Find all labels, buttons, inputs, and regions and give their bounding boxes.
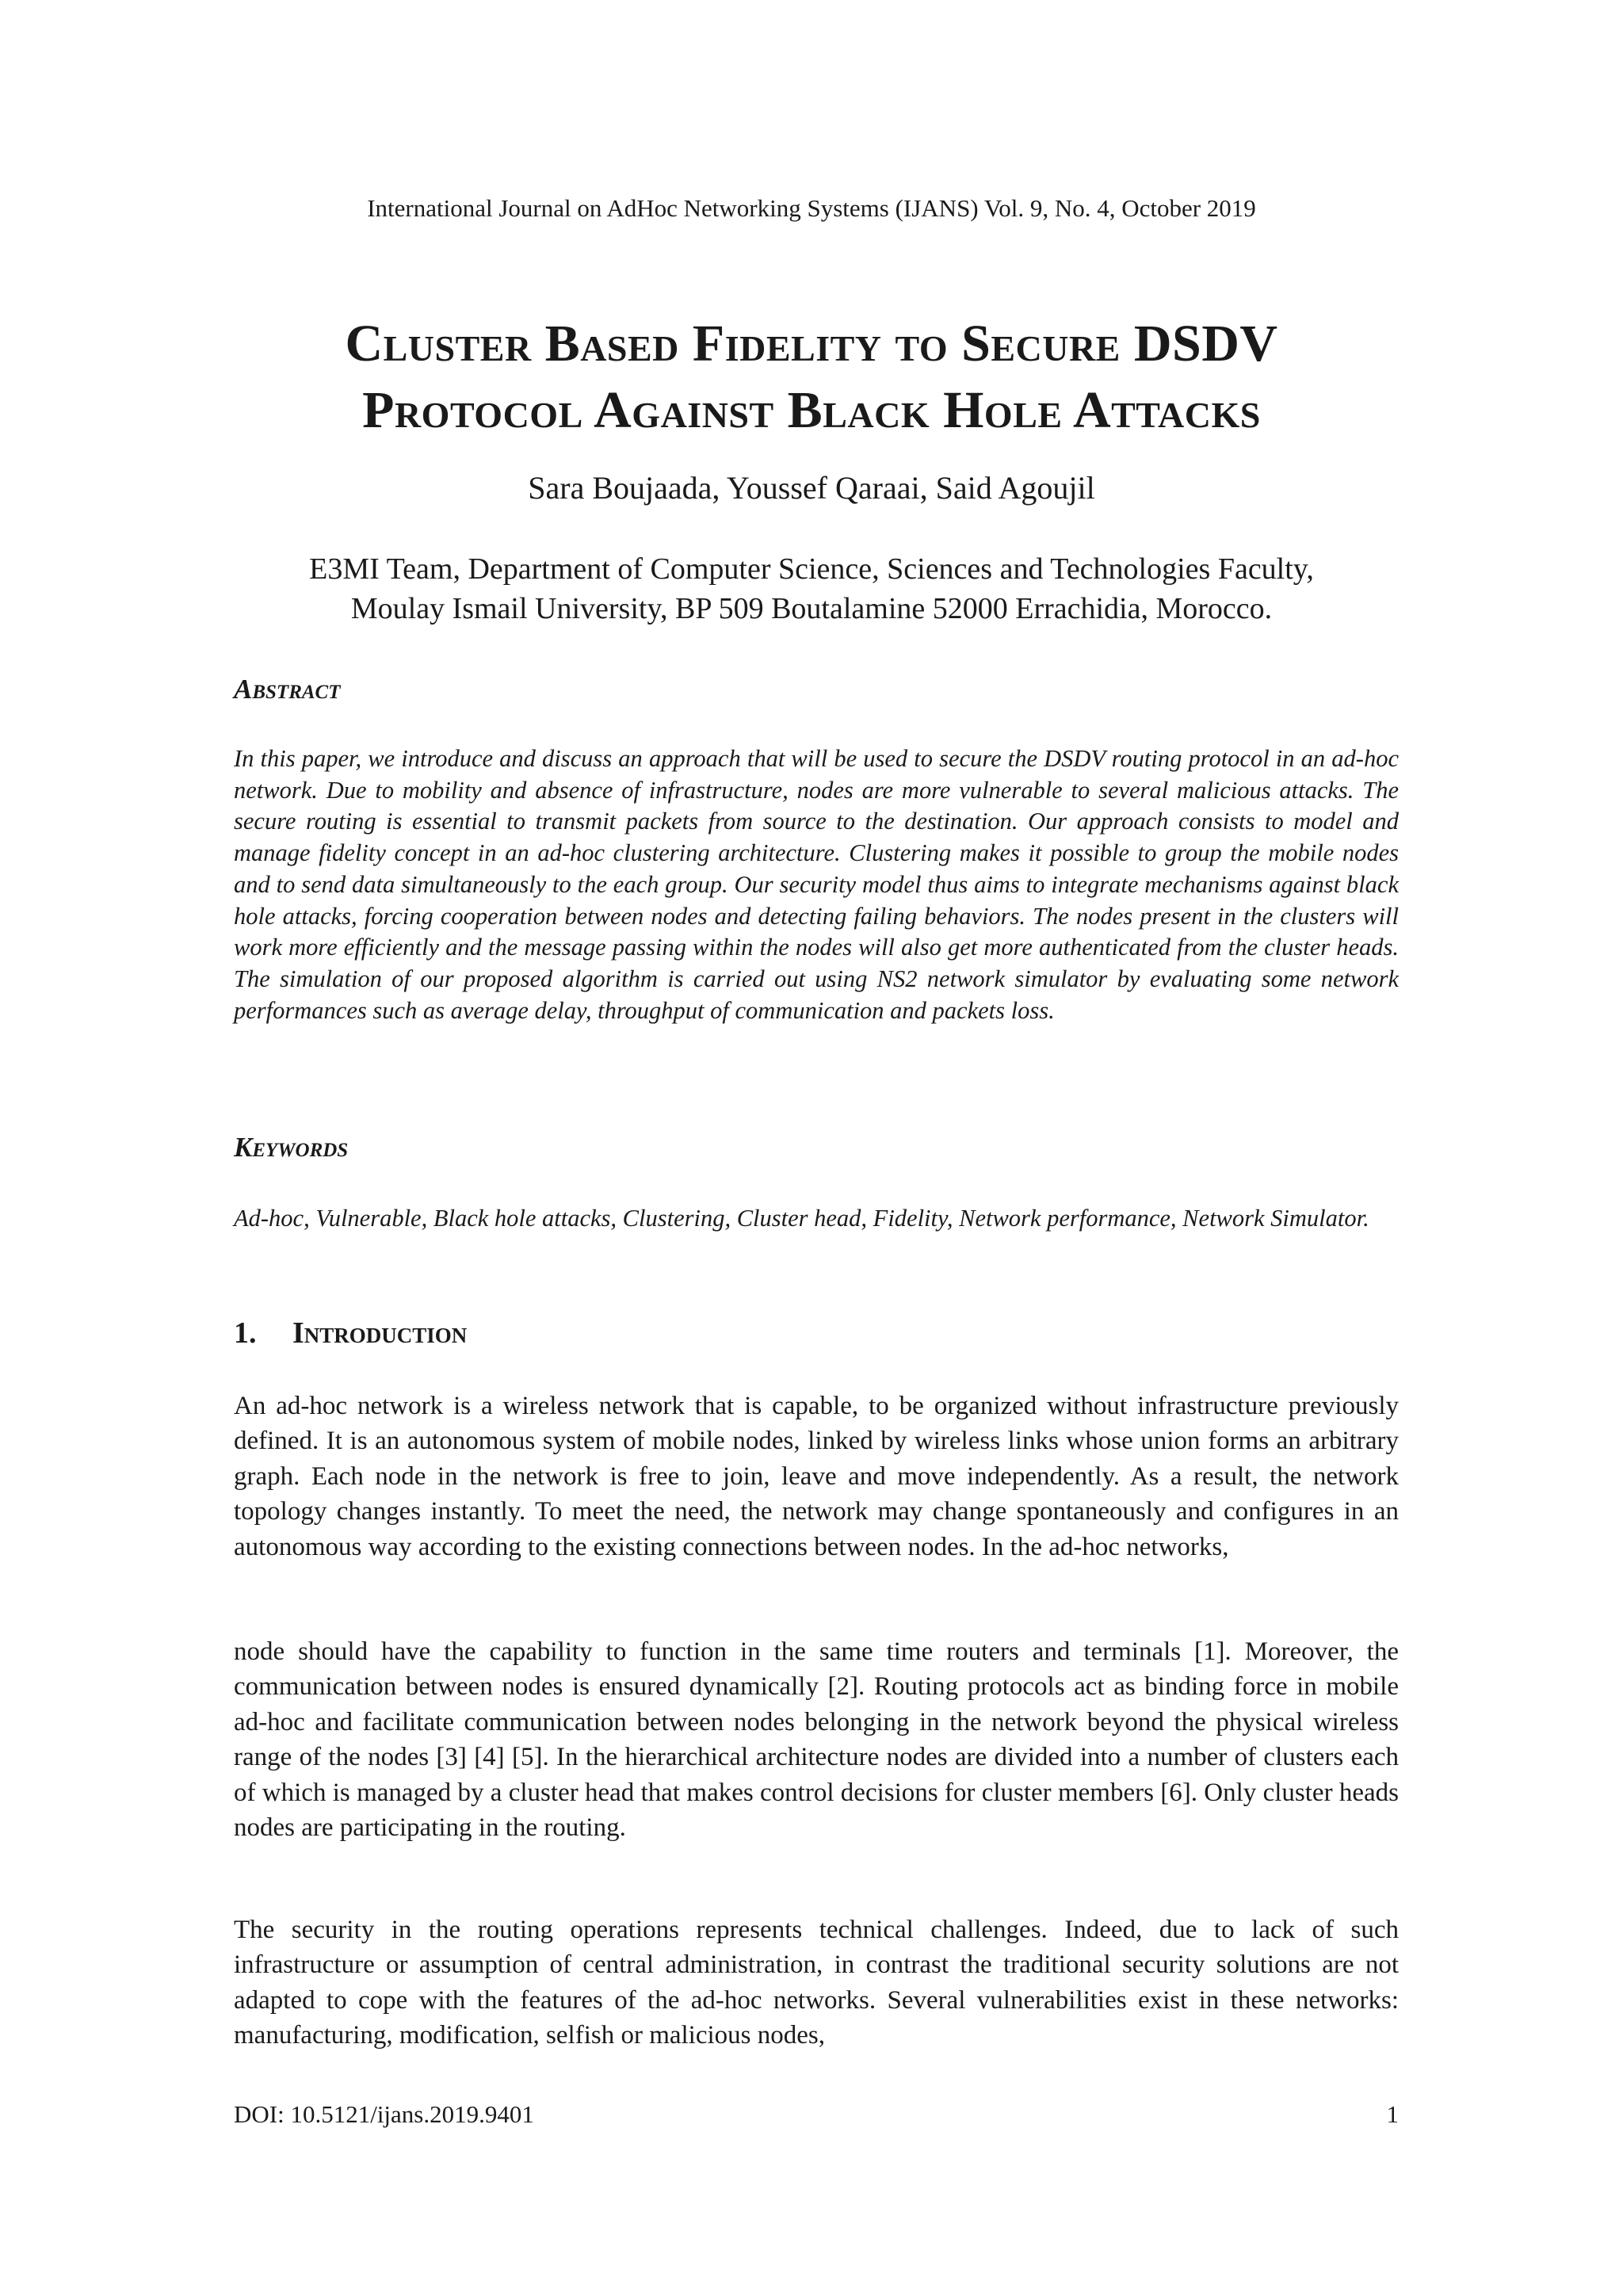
affiliation-line-2: Moulay Ismail University, BP 509 Boutalamine 52000 Errachidia, Morocco. xyxy=(350,592,1273,625)
intro-paragraph-3: The security in the routing operations represents technical challenges. Indeed, due to lack of such infrastructure or assumption of central administration, in contrast the traditional security solutions are not adapted to cope with the features of the ad-hoc networks. Several vulnerabilities exist in these networks: manufacturing, modification, selfish or malicious nodes, xyxy=(234,1916,1399,2050)
affiliation-line-1: E3MI Team, Department of Computer Science, Sciences and Technologies Faculty, xyxy=(309,552,1314,586)
keywords-text: Ad-hoc, Vulnerable, Black hole attacks, Clustering, Cluster head, Fidelity, Network performance, Network Simulator. xyxy=(234,1205,1369,1232)
section-heading-introduction xyxy=(234,1316,467,1350)
abstract-text: In this paper, we introduce and discuss an approach that will be used to secure the DSDV routing protocol in an ad-hoc network. Due to mobility and absence of infrastructure, nodes are more vulnerable to several malicious attacks. The secure routing is essential to transmit packets from source to the destination. Our approach consists to model and manage fidelity concept in an ad-hoc clustering architecture. Clustering makes it possible to group the mobile nodes and to send data simultaneously to the each group. Our security model thus aims to integrate mechanisms against black hole attacks, forcing cooperation between nodes and detecting failing behaviors. The nodes present in the clusters will work more efficiently and the message passing within the nodes will also get more authenticated from the cluster heads. The simulation of our proposed algorithm is carried out using NS2 network simulator by evaluating some network performances such as average delay, throughput of communication and packets loss. xyxy=(234,745,1399,1024)
keywords-heading: Keywords xyxy=(234,1132,349,1163)
title-line-1: Cluster Based Fidelity to Secure DSDV xyxy=(345,315,1278,372)
abstract-heading: Abstract xyxy=(234,674,341,705)
section-number: 1. xyxy=(234,1316,257,1350)
intro-paragraph-2: node should have the capability to function in the same time routers and terminals [1]. Moreover, the communication between nodes is ensured dynamically [2]. Routing protocols act as binding force in mobile ad-hoc and facilitate communication between nodes belonging in the network beyond the physical wireless range of the nodes [3] [4] [5]. In the hierarchical architecture nodes are divided into a number of clusters each of which is managed by a cluster head that makes control decisions for cluster members [6]. Only cluster heads nodes are participating in the routing. xyxy=(234,1637,1399,1843)
author-list: Sara Boujaada, Youssef Qaraai, Said Agoujil xyxy=(528,470,1095,506)
paper-title xyxy=(0,311,1623,444)
page-number: 1 xyxy=(1386,2100,1399,2128)
title-line-2: Protocol Against Black Hole Attacks xyxy=(362,381,1261,439)
running-header: International Journal on AdHoc Networking Systems (IJANS) Vol. 9, No. 4, October 2019 xyxy=(367,194,1256,222)
affiliation xyxy=(0,549,1623,628)
footer-doi: DOI: 10.5121/ijans.2019.9401 xyxy=(234,2100,534,2128)
intro-paragraph-1: An ad-hoc network is a wireless network that is capable, to be organized without infrastructure previously defined. It is an autonomous system of mobile nodes, linked by wireless links whose union forms an arbitrary graph. Each node in the network is free to join, leave and move independently. As a result, the network topology changes instantly. To meet the need, the network may change spontaneously and configures in an autonomous way according to the existing connections between nodes. In the ad-hoc networks, xyxy=(234,1392,1399,1561)
section-title: Introduction xyxy=(292,1316,468,1350)
